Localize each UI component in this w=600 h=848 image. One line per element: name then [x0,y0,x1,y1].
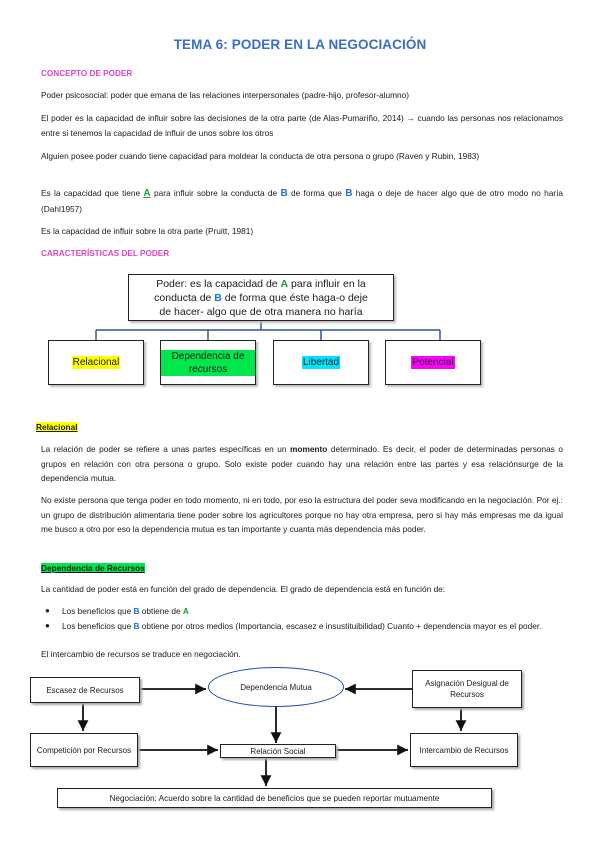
paragraph: La cantidad de poder está en función del grado de dependencia. El grado de dependencia está en función de: [41,584,446,594]
category-label: Libertad [302,357,340,368]
text: La relación de poder se refiere a unas partes específicas en un [41,444,290,454]
paragraph: El intercambio de recursos se traduce en negociación. [41,649,241,659]
text: de forma que [287,188,346,198]
flow-box-competicion: Competición por Recursos [30,733,138,767]
text: haga o deje de hacer algo que de otro modo no haría (Dahl1957) [41,188,563,214]
section-heading-caracteristicas: CARACTERÍSTICAS DEL PODER [41,249,170,258]
letter-b: B [133,606,140,616]
paragraph: No existe persona que tenga poder en todo momento, ni en todo, por eso la estructura del poder seva modificando en la negociación. Por ej.: un grupo de distribución alimentaria tiene poder sobre los agricultores porque no hay otra empresa, pero si hay más empresas me da igual me busco a otro por eso la dependencia mutua es tan importante y cuanta más dependencia más poder. [41,495,563,534]
text: conducta de [154,292,215,304]
category-label: Relacional [72,357,120,368]
text: momento [290,444,328,454]
text: obtiene por otros medios (Importancia, escasez e insustituibilidad) Cuanto + dependencia mayor es el poder. [139,620,542,631]
paragraph: Es la capacidad de influir sobre la otra parte (Pruitt, 1981) [41,226,254,236]
text: para influir sobre la conducta de [150,188,281,198]
section-heading-concepto: CONCEPTO DE PODER [41,69,133,78]
flow-ellipse-dependencia-mutua: Dependencia Mutua [208,667,344,707]
letter-b: B [214,292,222,304]
text: Los beneficios que [62,620,134,631]
paragraph: Poder psicosocial: poder que emana de las relaciones interpersonales (padre-hijo, profesor-alumno) [41,90,410,100]
text: para influir en la [288,278,366,290]
letter-b: B [345,188,353,199]
paragraph: El poder es la capacidad de influir sobre las decisiones de la otra parte (de Alas-Pumariño, 2014) → cuando las personas nos relacionamos entre si tenemos la capacidad de influir de unos sobre los otros [41,113,563,138]
letter-a: A [182,606,189,616]
flow-box-asignacion: Asignación Desigual de Recursos [412,670,522,708]
flow-box-escasez: Escasez de Recursos [30,677,140,703]
letter-b: B [280,188,288,199]
text: Dependencia de Recursos [41,563,145,573]
category-label: Potencial [412,357,454,368]
paragraph: Alguien posee poder cuando tiene capacidad para moldear la conducta de otra persona o grupo (Raven y Rubin, 1983) [41,151,480,161]
flow-box-relacion-social: Relación Social [220,744,336,758]
page-title: TEMA 6: PODER EN LA NEGOCIACIÓN [173,37,427,52]
letter-a: A [143,188,151,199]
text: Relacional [36,422,78,432]
category-label: Dependencia de recursos [161,350,255,376]
text: obtiene de [139,606,183,616]
text: de forma que éste haga-o deje [221,292,368,304]
letter-a: A [280,278,289,290]
text: determinado. Es decir, el poder de determinadas personas o grupos en relación con otra persona o grupo. Solo existe poder cuando hay una relación entre las partes y esa relaciónsurge de la dependencia mutua. [41,444,563,483]
text: Es la capacidad que tiene [41,188,144,198]
letter-b: B [133,620,140,631]
text: Los beneficios que [62,606,134,616]
text: de hacer- algo que de otra manera no haría [159,306,363,318]
flow-box-intercambio: Intercambio de Recursos [410,733,518,767]
flow-box-negociacion: Negociación: Acuerdo sobre la cantidad de beneficios que se pueden reportar mutuamente [57,788,492,808]
text: Poder: es la capacidad de [156,278,281,290]
